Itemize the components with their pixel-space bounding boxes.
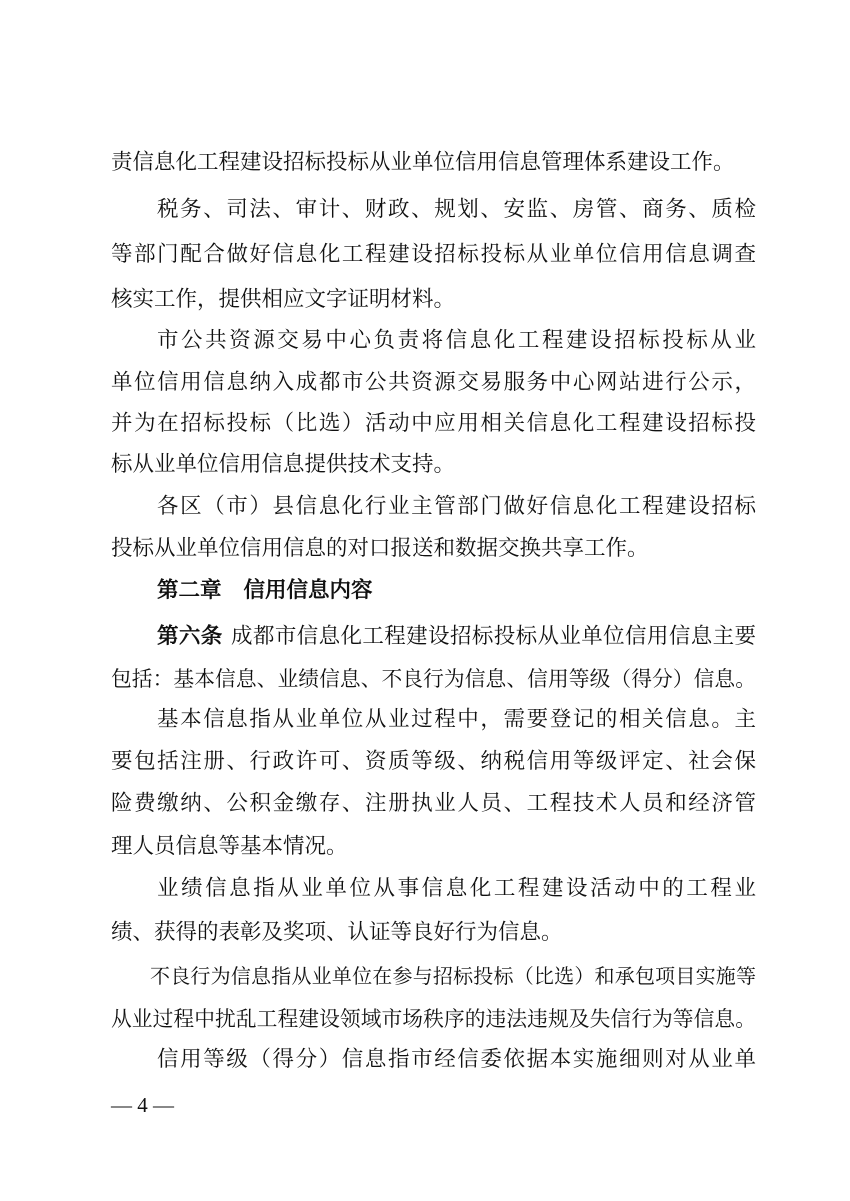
text-line: 要包括注册、行政许可、资质等级、纳税信用等级评定、社会保: [111, 749, 756, 774]
chapter-number: 第二章: [157, 578, 222, 603]
text-line: 包括：基本信息、业绩信息、不良行为信息、信用等级（得分）信息。: [111, 667, 756, 691]
text-line: 投标从业单位信用信息的对口报送和数据交换共享工作。: [111, 536, 649, 561]
article-text: 成都市信息化工程建设招标投标从业单位信用信息主要: [230, 624, 756, 649]
chapter-heading: [157, 576, 373, 606]
text-line: 税务、司法、审计、财政、规划、安监、房管、商务、质检: [157, 197, 756, 222]
article-line: [157, 622, 756, 652]
text-line: 不良行为信息指从业单位在参与招标投标（比选）和承包项目实施等: [150, 964, 756, 988]
text-line: 标从业单位信用信息提供技术支持。: [111, 452, 456, 477]
text-line: 各区（市）县信息化行业主管部门做好信息化工程建设招标: [157, 494, 756, 519]
text-line: 市公共资源交易中心负责将信息化工程建设招标投标从业: [157, 328, 756, 353]
text-line: 单位信用信息纳入成都市公共资源交易服务中心网站进行公示，: [111, 370, 756, 395]
text-line: 并为在招标投标（比选）活动中应用相关信息化工程建设招标投: [111, 411, 756, 436]
text-line: 责信息化工程建设招标投标从业单位信用信息管理体系建设工作。: [111, 150, 735, 175]
text-line: 核实工作，提供相应文字证明材料。: [111, 287, 456, 312]
text-line: 基本信息指从业单位从业过程中，需要登记的相关信息。主: [157, 707, 756, 732]
page-number: — 4 —: [111, 1093, 174, 1117]
text-line: 绩、获得的表彰及奖项、认证等良好行为信息。: [111, 920, 563, 945]
text-line: 从业过程中扰乱工程建设领域市场秩序的违法违规及失信行为等信息。: [111, 1007, 756, 1031]
text-line: 业绩信息指从业单位从事信息化工程建设活动中的工程业: [157, 876, 756, 901]
text-line: 信用等级（得分）信息指市经信委依据本实施细则对从业单: [157, 1047, 756, 1072]
chapter-title: 信用信息内容: [243, 578, 373, 603]
text-line: 险费缴纳、公积金缴存、注册执业人员、工程技术人员和经济管: [111, 791, 756, 816]
text-line: 理人员信息等基本情况。: [111, 834, 348, 859]
article-label: 第六条: [157, 624, 223, 649]
text-line: 等部门配合做好信息化工程建设招标投标从业单位信用信息调查: [111, 242, 756, 267]
